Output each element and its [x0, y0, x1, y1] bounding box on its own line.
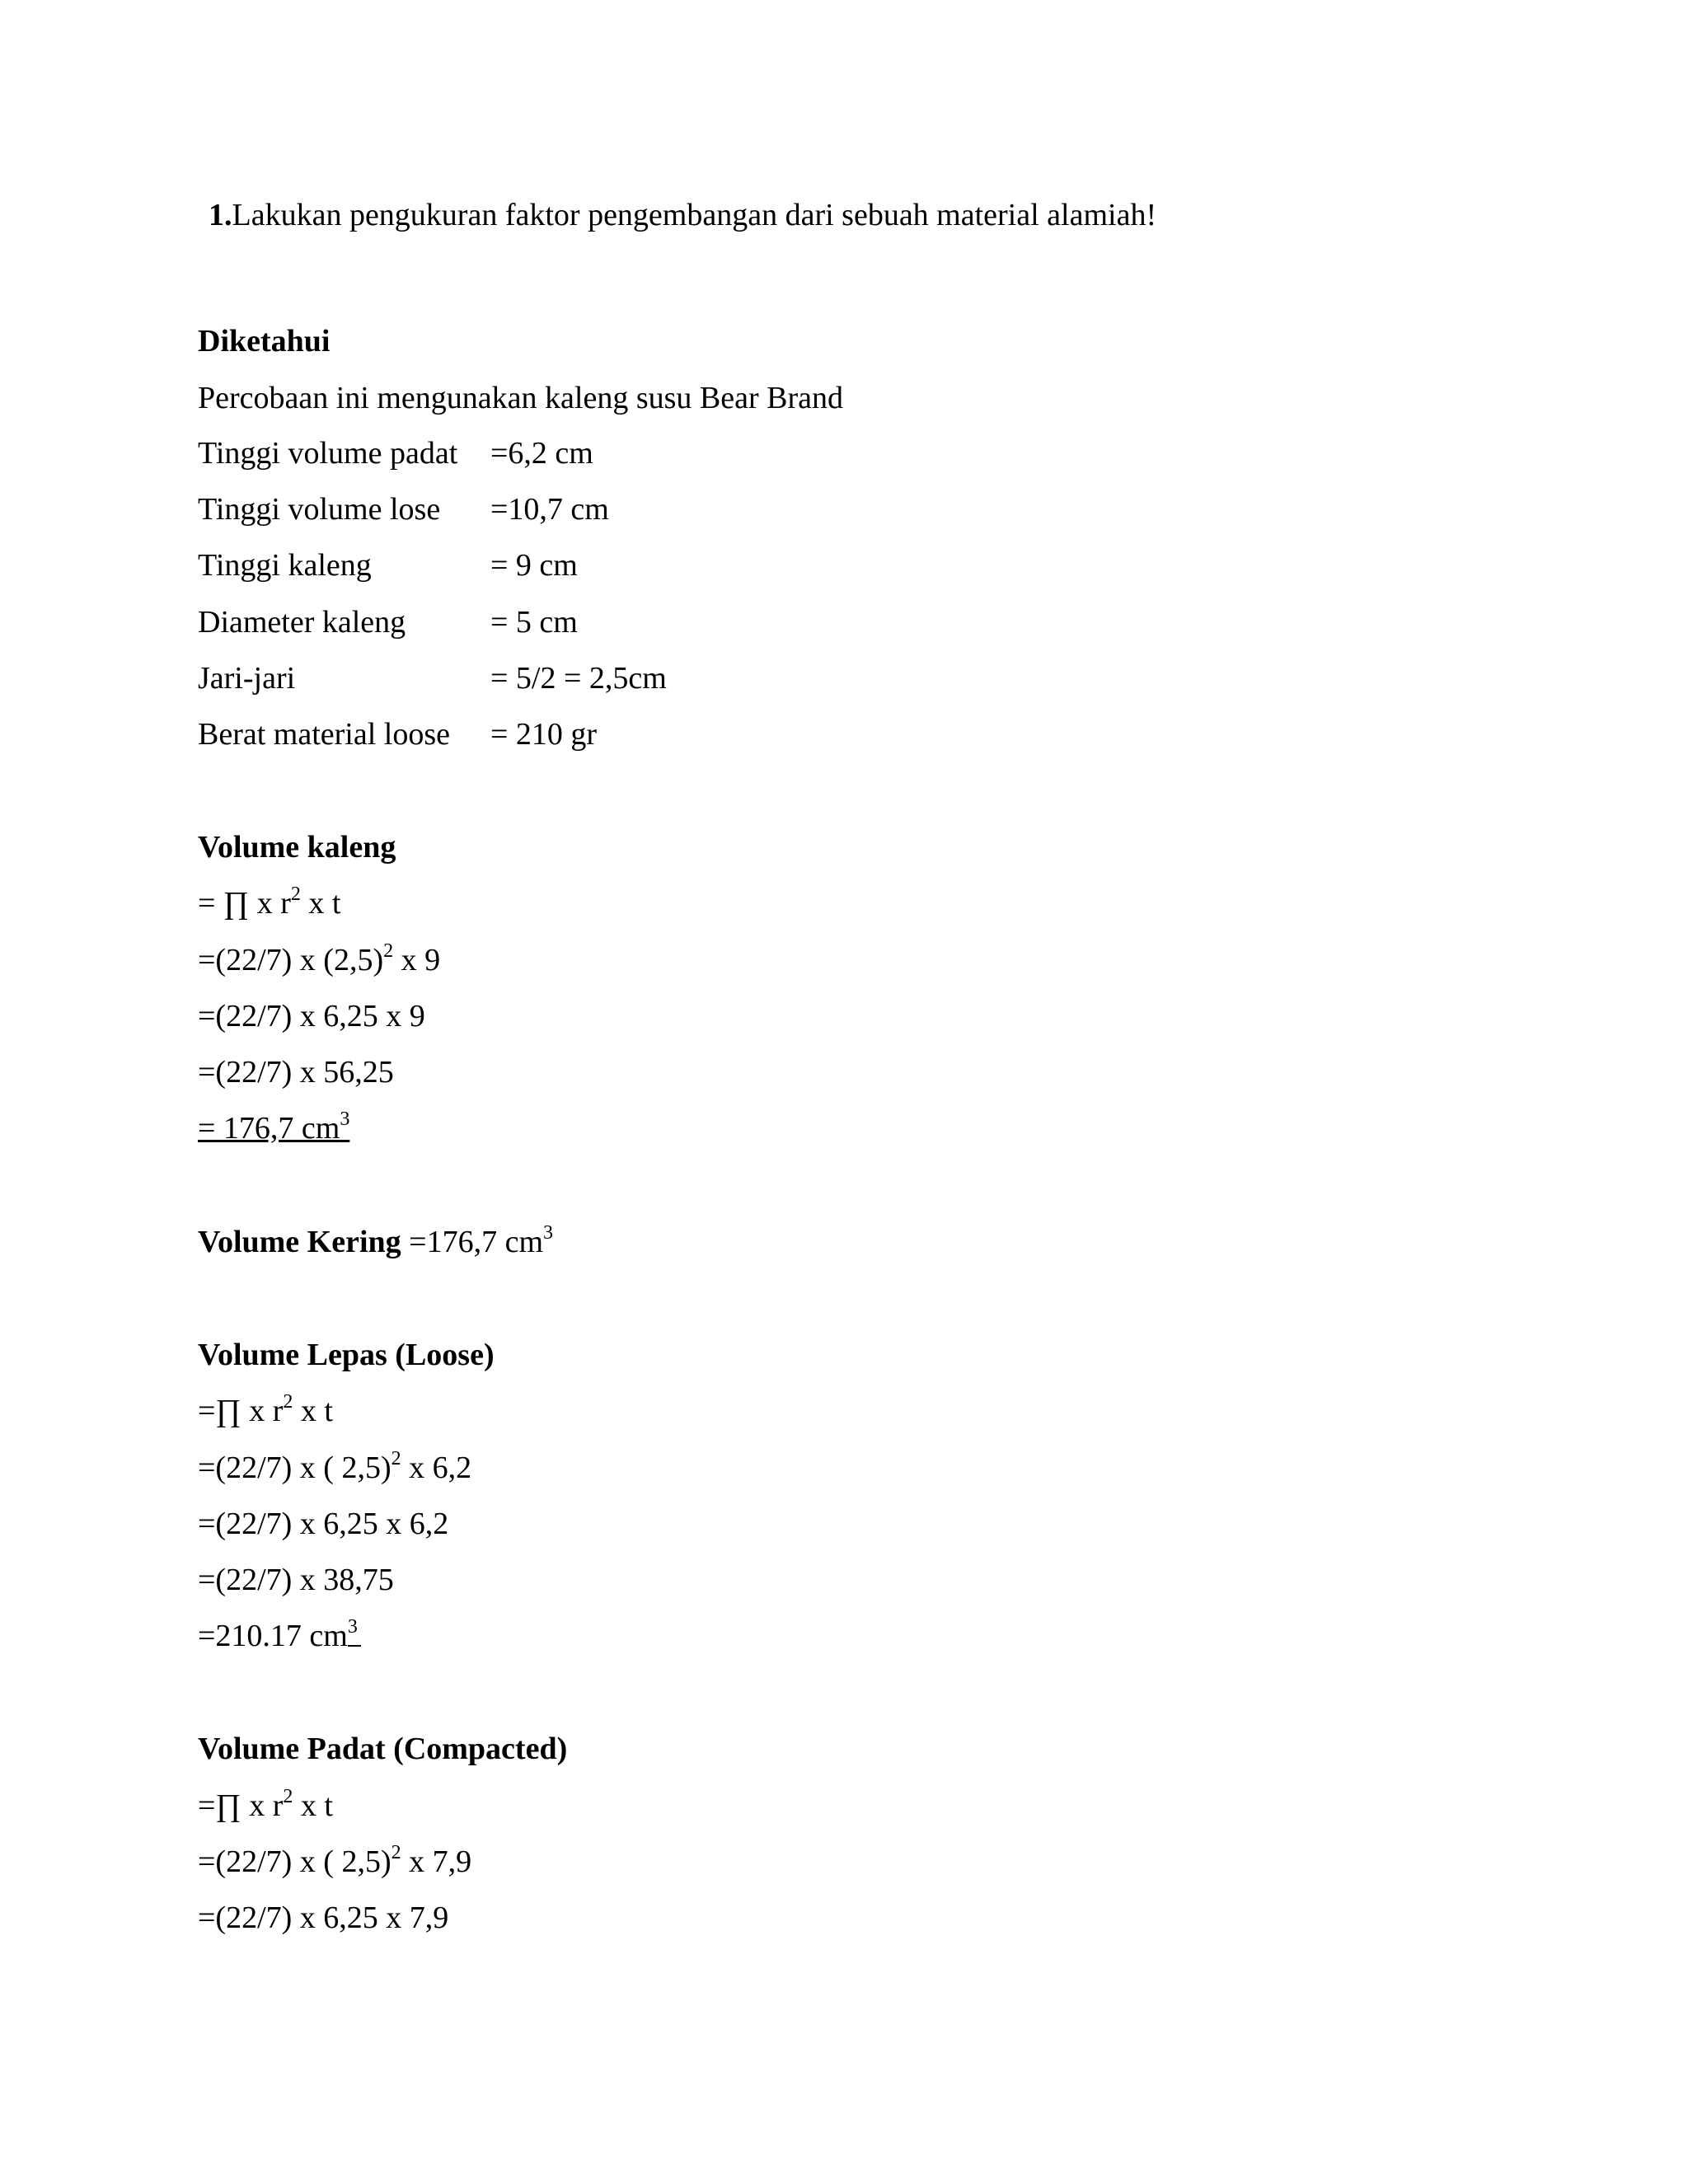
- volume-kering-heading: Volume Kering: [198, 1225, 401, 1259]
- formula-text: =∏ x r: [198, 1394, 284, 1428]
- known-label: Tinggi volume lose: [198, 492, 441, 527]
- formula-text: x 9: [393, 943, 441, 977]
- known-heading: Diketahui: [198, 324, 331, 359]
- volume-lepas-result: [198, 1617, 358, 1655]
- exponent: 2: [391, 1448, 401, 1470]
- volume-kaleng-step: [198, 884, 340, 922]
- known-label: Tinggi kaleng: [198, 548, 372, 583]
- exponent: 2: [283, 1786, 293, 1808]
- known-value: = 9 cm: [490, 548, 578, 583]
- formula-text: =(22/7) x (2,5): [198, 943, 384, 977]
- formula-text: =(22/7) x ( 2,5): [198, 1844, 392, 1879]
- volume-padat-step: [198, 1843, 471, 1881]
- formula-text: x 6,2: [401, 1451, 472, 1485]
- volume-kaleng-step: =(22/7) x 56,25: [198, 1055, 394, 1090]
- volume-padat-step: =(22/7) x 6,25 x 7,9: [198, 1900, 449, 1935]
- formula-text: =(22/7) x ( 2,5): [198, 1451, 392, 1485]
- exponent: 2: [290, 883, 301, 906]
- known-row: [198, 434, 593, 472]
- formula-text: =210.17 cm: [198, 1619, 348, 1653]
- volume-lepas-step: =(22/7) x 6,25 x 6,2: [198, 1507, 449, 1541]
- known-row: [198, 659, 667, 697]
- volume-lepas-heading: Volume Lepas (Loose): [198, 1338, 495, 1372]
- formula-text: = 176,7 cm: [198, 1111, 340, 1146]
- known-intro: Percobaan ini mengunakan kaleng susu Bear Brand: [198, 381, 843, 415]
- known-row: [198, 546, 578, 584]
- volume-kering-line: [198, 1223, 553, 1261]
- exponent: 3: [543, 1222, 554, 1244]
- volume-lepas-step: =(22/7) x 38,75: [198, 1563, 394, 1597]
- volume-kaleng-step: [198, 941, 440, 979]
- exponent: 2: [383, 940, 394, 963]
- exponent: 2: [283, 1391, 293, 1413]
- question-text: Lakukan pengukuran faktor pengembangan dari sebuah material alamiah!: [232, 198, 1157, 232]
- known-label: Jari-jari: [198, 661, 296, 696]
- known-label: Diameter kaleng: [198, 605, 406, 640]
- formula-text: x t: [293, 1788, 333, 1823]
- known-row: [198, 490, 609, 528]
- formula-text: =∏ x r: [198, 1788, 284, 1823]
- volume-padat-step: [198, 1787, 333, 1825]
- known-row: [198, 603, 578, 641]
- exponent: 2: [391, 1842, 401, 1864]
- exponent: 3: [340, 1108, 350, 1131]
- stray-mark: [348, 1645, 361, 1647]
- formula-text: x 7,9: [401, 1844, 472, 1879]
- exponent: 3: [347, 1616, 358, 1638]
- formula-text: = ∏ x r: [198, 886, 291, 921]
- volume-padat-heading: Volume Padat (Compacted): [198, 1732, 568, 1766]
- volume-lepas-step: [198, 1392, 333, 1430]
- volume-kering-value: =176,7 cm: [401, 1225, 544, 1259]
- question-number: 1.: [209, 198, 232, 232]
- known-value: =10,7 cm: [490, 492, 609, 527]
- formula-text: x t: [293, 1394, 333, 1428]
- known-label: Tinggi volume padat: [198, 436, 458, 471]
- known-value: =6,2 cm: [490, 436, 593, 471]
- known-value: = 5 cm: [490, 605, 578, 640]
- known-value: = 5/2 = 2,5cm: [490, 661, 667, 696]
- question-line: [209, 196, 1156, 234]
- formula-text: x t: [300, 886, 341, 921]
- known-value: = 210 gr: [490, 717, 598, 752]
- volume-lepas-step: [198, 1449, 471, 1487]
- volume-kaleng-result: [198, 1109, 349, 1147]
- volume-kaleng-step: =(22/7) x 6,25 x 9: [198, 999, 425, 1033]
- known-label: Berat material loose: [198, 717, 450, 752]
- volume-kaleng-heading: Volume kaleng: [198, 830, 396, 865]
- known-row: [198, 715, 597, 753]
